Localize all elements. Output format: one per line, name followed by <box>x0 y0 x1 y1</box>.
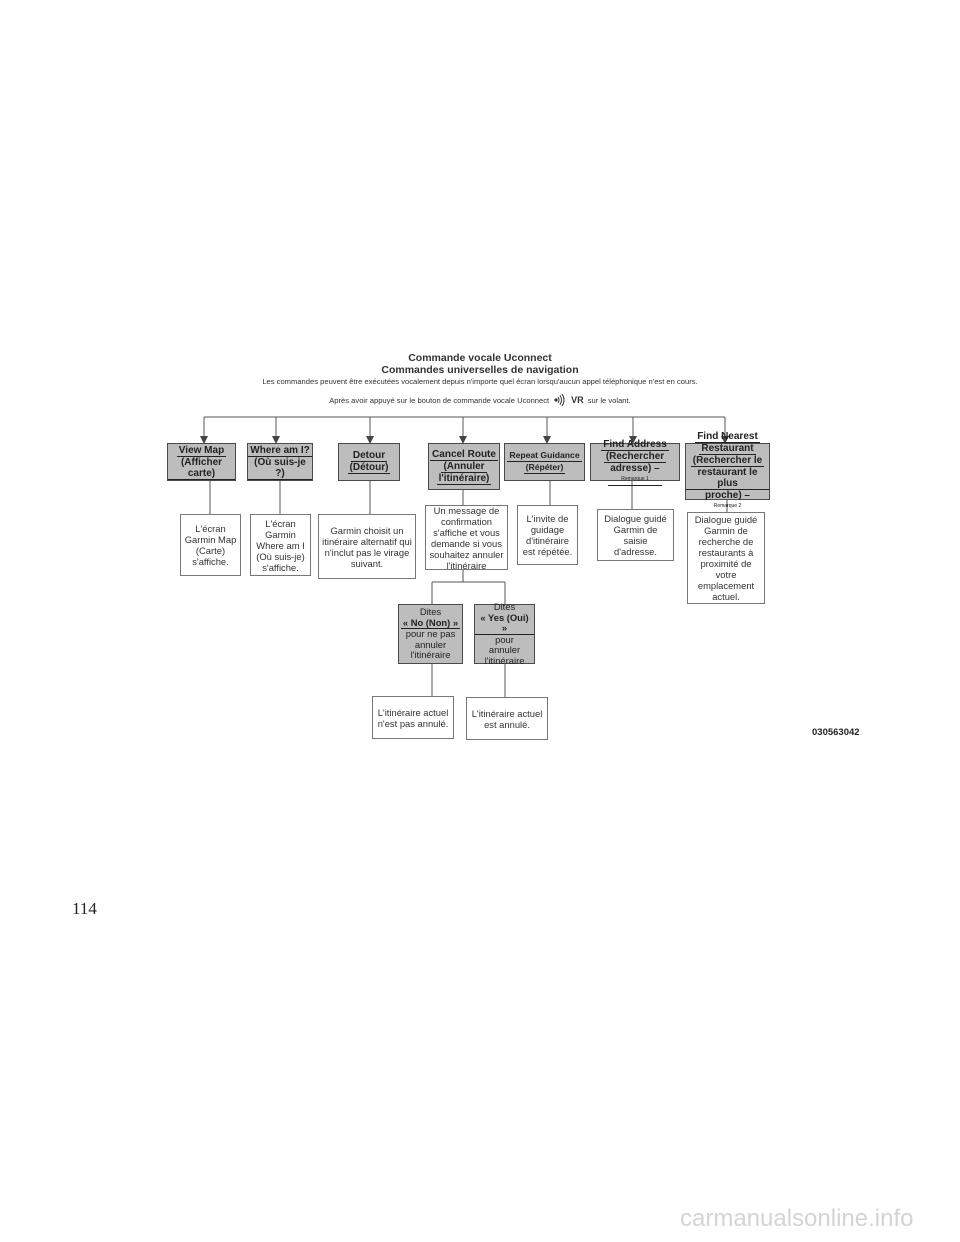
command-line: (Afficher carte) <box>168 457 235 480</box>
command-line: (Où suis-je ?) <box>248 457 312 480</box>
result-cancelled: L'itinéraire actuel est annulé. <box>466 697 548 740</box>
say-yes-command: « Yes (Oui) » <box>475 613 534 635</box>
command-line: Restaurant <box>701 442 754 454</box>
command-repeat-guidance <box>504 443 585 481</box>
say-no-description: pour ne pas annuler l'itinéraire <box>405 628 456 661</box>
command-where-am-i <box>247 443 313 481</box>
command-line <box>608 463 661 486</box>
say-yes-description: pour annuler l'itinéraire <box>484 633 525 666</box>
command-find-address <box>590 438 680 482</box>
response-find-address: Dialogue guidé Garmin de saisie d'adresse. <box>597 509 674 561</box>
diagram-note: Les commandes peuvent être exécutées vocalement depuis n'importe quel écran lorsqu'aucun appel téléphonique n'est en cours. <box>262 377 698 386</box>
command-line: (Détour) <box>349 462 389 473</box>
command-line: (Annuler <box>443 460 485 472</box>
response-cancel-route: Un message de confirmation s'affiche et vous demande si vous souhaitez annuler l'itinéraire <box>425 505 508 570</box>
command-line: Where am I? <box>250 444 310 456</box>
diagram-subtitle: Commandes universelles de navigation <box>381 364 579 376</box>
command-line: Repeat Guidance <box>509 450 580 460</box>
instruction-after: sur le volant. <box>587 395 631 405</box>
say-label: Dites <box>419 606 442 618</box>
command-cancel-route <box>428 443 500 490</box>
command-line: Cancel Route <box>432 448 496 460</box>
command-line: Find Address <box>603 438 667 450</box>
note-ref: Remarque 2 <box>713 502 742 509</box>
say-yes-box <box>474 601 535 666</box>
command-line <box>703 490 752 513</box>
command-detour <box>338 443 400 481</box>
instruction-before: Après avoir appuyé sur le bouton de commande vocale Uconnect <box>329 395 550 405</box>
command-line: (Répéter) <box>525 462 564 472</box>
response-find-nearest-restaurant: Dialogue guidé Garmin de recherche de restaurants à proximité de votre emplacement actuel. <box>687 512 765 604</box>
command-line-text: proche) – <box>704 489 750 501</box>
result-not-cancelled: L'itinéraire actuel n'est pas annulé. <box>372 696 454 739</box>
command-line-text: adresse) – <box>610 462 660 474</box>
response-view-map: L'écran Garmin Map (Carte) s'affiche. <box>180 514 241 576</box>
command-line: Find Nearest <box>697 430 758 442</box>
diagram-title: Commande vocale Uconnect <box>408 352 552 364</box>
vr-label: VR <box>571 395 584 405</box>
response-repeat-guidance: L'invite de guidage d'itinéraire est répétée. <box>517 505 578 565</box>
command-find-nearest-restaurant <box>685 430 770 509</box>
say-no-command: « No (Non) » <box>402 616 459 628</box>
note-ref: Remarque 1 <box>621 475 649 482</box>
say-label: Dites <box>493 601 516 612</box>
response-where-am-i: L'écran Garmin Where am I (Où suis-je) s'affiche. <box>250 514 311 576</box>
command-view-map <box>167 443 236 481</box>
response-detour: Garmin choisit un itinéraire alternatif qui n'inclut pas le virage suivant. <box>318 514 416 579</box>
watermark: carmanualsonline.info <box>680 1205 914 1232</box>
command-line: restaurant le plus <box>686 467 769 490</box>
command-line: l'itinéraire) <box>438 472 490 484</box>
page-number: 114 <box>72 899 97 918</box>
say-no-box <box>398 604 463 664</box>
command-line: View Map <box>178 444 225 456</box>
command-line: Detour <box>352 450 386 461</box>
figure-id: 030563042 <box>812 727 860 738</box>
command-line: (Rechercher le <box>692 454 763 466</box>
command-line: (Rechercher <box>605 450 665 462</box>
